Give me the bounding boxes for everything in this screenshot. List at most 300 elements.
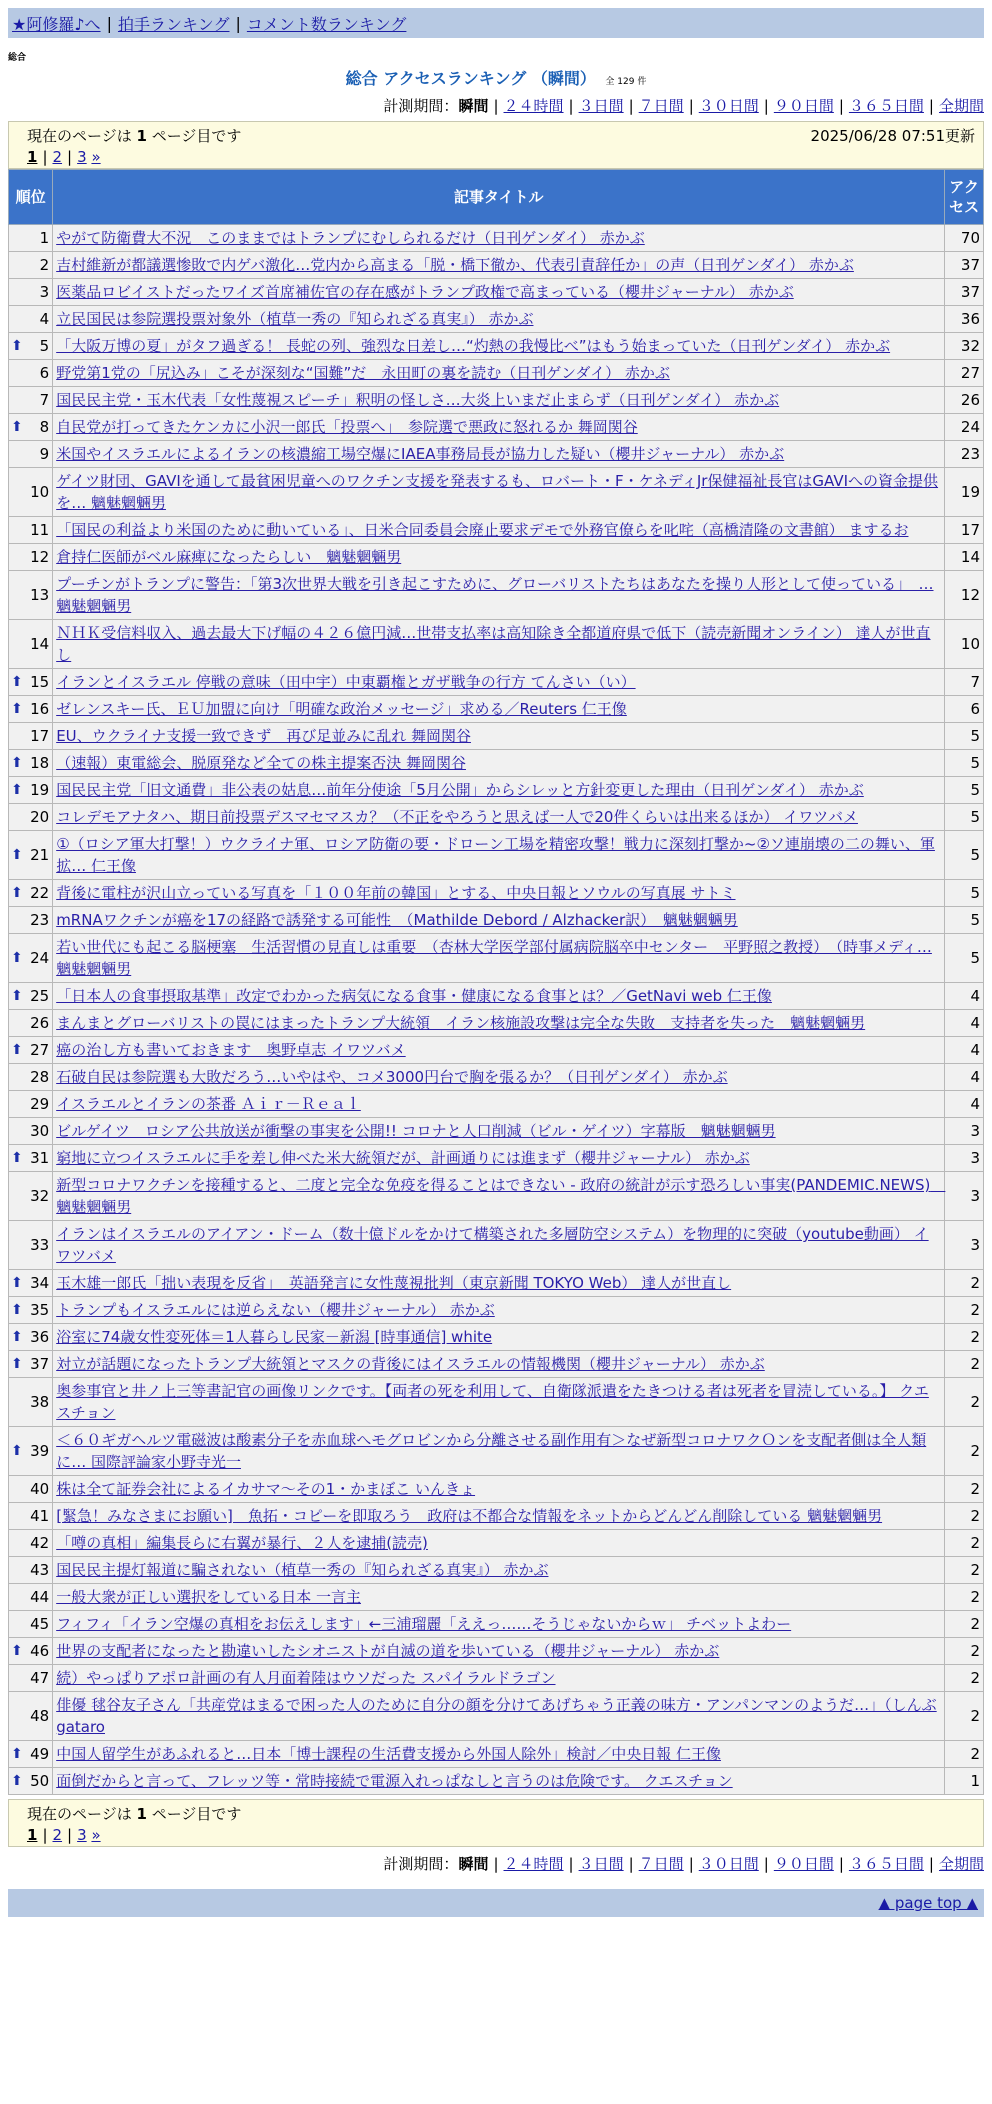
access-count: 37 [945, 252, 984, 279]
rank-number: 38 [30, 1393, 50, 1411]
article-link[interactable]: 米国やイスラエルによるイランの核濃縮工場空爆にIAEA事務局長が協力した疑い（櫻井ジャーナル） 赤かぶ [56, 445, 785, 463]
ranking-row [9, 333, 984, 360]
access-count: 17 [945, 517, 984, 544]
period-option[interactable]: ７日間 [638, 97, 684, 115]
period-option[interactable]: ３６５日間 [848, 97, 924, 115]
title-cell [53, 414, 945, 441]
access-header: アクセス [945, 170, 984, 225]
article-link[interactable]: 自民党が打ってきたケンカに小沢一郎氏「投票へ」 参院選で悪政に怒れるか 舞岡関谷 [56, 418, 638, 436]
rank-up-arrow-icon: ⬆ [11, 847, 23, 863]
rank-number: 20 [30, 808, 50, 826]
rank-cell [9, 696, 53, 723]
article-link[interactable]: （速報）東電総会、脱原発など全ての株主提案否決 舞岡関谷 [56, 754, 466, 772]
title-cell [53, 880, 945, 907]
title-cell [53, 983, 945, 1010]
article-link[interactable]: ＜６０ギガヘルツ電磁波は酸素分子を赤血球へモグロビンから分離させる副作用有＞なぜ新型コロナワクＯンを支配者側は全人類に… 国際評論家小野寺光一 [56, 1431, 927, 1471]
page-separator: | [67, 1826, 73, 1844]
rank-up-arrow-icon: ⬆ [11, 1443, 23, 1459]
ranking-row [9, 1665, 984, 1692]
next-page-link[interactable]: » [91, 148, 101, 166]
rank-cell [9, 1378, 53, 1427]
article-link[interactable]: EU、ウクライナ支援一致できず 再び足並みに乱れ 舞岡関谷 [56, 727, 471, 745]
article-link[interactable]: 続）やっぱりアポロ計画の有人月面着陸はウソだった スパイラルドラゴン [56, 1669, 556, 1687]
ranking-row [9, 1297, 984, 1324]
period-separator: | [493, 97, 499, 115]
rank-cell [9, 880, 53, 907]
access-count: 2 [945, 1741, 984, 1768]
rank-number: 22 [30, 884, 50, 902]
ranking-row [9, 723, 984, 750]
page-separator: | [42, 1826, 48, 1844]
period-option[interactable]: ３０日間 [698, 97, 759, 115]
access-count: 2 [945, 1692, 984, 1741]
article-link[interactable]: まんまとグローバリストの罠にはまったトランプ大統領 イラン核施設攻撃は完全な失敗 支持者を失った 魑魅魍魎男 [56, 1014, 866, 1032]
rank-number: 42 [30, 1534, 50, 1552]
access-count: 70 [945, 225, 984, 252]
rank-cell [9, 1324, 53, 1351]
title-cell [53, 571, 945, 620]
title-cell [53, 1638, 945, 1665]
ranking-row [9, 1611, 984, 1638]
article-link[interactable]: 対立が話題になったトランプ大統領とマスクの背後にはイスラエルの情報機関（櫻井ジャーナル） 赤かぶ [56, 1355, 765, 1373]
rank-number: 48 [30, 1707, 50, 1725]
rank-up-arrow-icon: ⬆ [11, 674, 23, 690]
article-link[interactable]: コレデモアナタハ、期日前投票デスマセマスカ？（不正をやろうと思えば一人で20件くらいは出来るほか） イワツバメ [56, 808, 858, 826]
rank-cell [9, 1530, 53, 1557]
ranking-row [9, 750, 984, 777]
title-cell [53, 804, 945, 831]
article-link[interactable]: 浴室に74歳女性変死体＝1人暮らし民家－新潟 [時事通信] white [56, 1328, 493, 1346]
rank-cell [9, 1584, 53, 1611]
rank-cell [9, 1638, 53, 1665]
title-cell [53, 1172, 945, 1221]
article-link[interactable]: イランはイスラエルのアイアン・ドーム（数十億ドルをかけて構築された多層防空システム）を物理的に突破（youtube動画） イワツバメ [56, 1225, 929, 1265]
period-option: 瞬間 [458, 97, 489, 115]
article-link[interactable]: 「噂の真相」編集長らに右翼が暴行、２人を逮捕(読売) [56, 1534, 428, 1552]
article-link[interactable]: イランとイスラエル 停戦の意味（田中宇）中東覇権とガザ戦争の行方 てんさい（い） [56, 673, 636, 691]
ranking-row [9, 1638, 984, 1665]
article-link[interactable]: 「大阪万博の夏」がタフ過ぎる！ 長蛇の列、強烈な日差し…“灼熱の我慢比べ”はもう始まっていた（日刊ゲンダイ） 赤かぶ [56, 337, 891, 355]
ranking-row [9, 1378, 984, 1427]
ranking-row [9, 1145, 984, 1172]
rank-cell [9, 571, 53, 620]
period-option[interactable]: ３６５日間 [848, 1855, 924, 1873]
title-cell [53, 723, 945, 750]
access-count: 5 [945, 750, 984, 777]
rank-number: 26 [30, 1014, 50, 1032]
ranking-row [9, 1584, 984, 1611]
rank-cell [9, 1221, 53, 1270]
rank-cell [9, 831, 53, 880]
rank-number: 23 [30, 911, 50, 929]
rank-cell [9, 804, 53, 831]
rank-cell [9, 1297, 53, 1324]
ranking-table [8, 169, 984, 1795]
ranking-row [9, 1351, 984, 1378]
total-count: 全 129 件 [605, 77, 647, 87]
ranking-row [9, 1221, 984, 1270]
rank-up-arrow-icon: ⬆ [11, 1773, 23, 1789]
title-cell [53, 544, 945, 571]
rank-cell [9, 387, 53, 414]
rank-cell [9, 983, 53, 1010]
title-cell [53, 696, 945, 723]
rank-number: 4 [39, 310, 50, 328]
access-count: 2 [945, 1611, 984, 1638]
ranking-row [9, 1692, 984, 1741]
period-separator: | [568, 97, 574, 115]
title-cell [53, 1692, 945, 1741]
title-cell [53, 1741, 945, 1768]
rank-number: 5 [39, 337, 50, 355]
rank-up-arrow-icon: ⬆ [11, 950, 23, 966]
rank-cell [9, 934, 53, 983]
access-count: 2 [945, 1584, 984, 1611]
title-cell [53, 1530, 945, 1557]
article-link[interactable]: 玉木雄一郎氏「拙い表現を反省」 英語発言に女性蔑視批判（東京新聞 TOKYO Web） 達人が世直し [56, 1274, 732, 1292]
article-link[interactable]: 野党第1党の「尻込み」こそが深刻な“国難”だ 永田町の裏を読む（日刊ゲンダイ） 赤かぶ [56, 364, 670, 382]
article-link[interactable]: 窮地に立つイスラエルに手を差し伸べた米大統領だが、計画通りには進まず（櫻井ジャーナル） 赤かぶ [56, 1149, 750, 1167]
title-cell [53, 279, 945, 306]
rank-up-arrow-icon: ⬆ [11, 1329, 23, 1345]
access-count: 5 [945, 777, 984, 804]
rank-up-arrow-icon: ⬆ [11, 1150, 23, 1166]
rank-number: 50 [30, 1772, 50, 1790]
rank-cell [9, 1692, 53, 1741]
ranking-row [9, 983, 984, 1010]
rank-number: 46 [30, 1642, 50, 1660]
article-link[interactable]: [緊急！みなさまにお願い] 魚拓・コピーを即取ろう 政府は不都合な情報をネットからどんどん削除している 魑魅魍魎男 [56, 1507, 883, 1525]
period-separator: | [493, 1855, 499, 1873]
access-count: 4 [945, 1010, 984, 1037]
ranking-row [9, 620, 984, 669]
article-link[interactable]: 若い世代にも起こる脳梗塞 生活習慣の見直しは重要 （杏林大学医学部付属病院脳卒中センター 平野照之教授） （時事メディ… 魑魅魍魎男 [56, 938, 932, 978]
article-link[interactable]: 新型コロナワクチンを接種すると、二度と完全な免疫を得ることはできない - 政府の統計が示す恐ろしい事実(PANDEMIC.NEWS) 魑魅魍魎男 [56, 1176, 946, 1216]
access-count: 2 [945, 1427, 984, 1476]
ranking-row [9, 1324, 984, 1351]
period-option: 瞬間 [458, 1855, 489, 1873]
category-label: 総合 [8, 53, 27, 63]
rank-cell [9, 225, 53, 252]
article-link[interactable]: 奥参事官と井ノ上三等書記官の画像リンクです。【両者の死を利用して、自衛隊派遣をたきつける者は死者を冒涜している。】 クエスチョン [56, 1382, 929, 1422]
rank-up-arrow-icon: ⬆ [11, 1275, 23, 1291]
rank-up-arrow-icon: ⬆ [11, 885, 23, 901]
rank-number: 17 [30, 727, 50, 745]
title-cell [53, 907, 945, 934]
nav-separator: | [235, 13, 241, 33]
article-link[interactable]: やがて防衛費大不況 このままではトランプにむしられるだけ（日刊ゲンダイ） 赤かぶ [56, 229, 645, 247]
title-cell [53, 1297, 945, 1324]
page-number-link: 1 [27, 148, 38, 166]
access-count: 3 [945, 1118, 984, 1145]
article-link[interactable]: 癌の治し方も書いておきます 奥野卓志 イワツバメ [56, 1041, 406, 1059]
access-count: 2 [945, 1503, 984, 1530]
rank-number: 8 [39, 418, 50, 436]
ranking-title: 総合 アクセスランキング （瞬間） [345, 69, 596, 88]
rank-cell [9, 1037, 53, 1064]
rank-cell [9, 1476, 53, 1503]
rank-number: 15 [30, 673, 50, 691]
access-count: 3 [945, 1145, 984, 1172]
rank-up-arrow-icon: ⬆ [11, 782, 23, 798]
title-cell [53, 1768, 945, 1795]
rank-cell [9, 360, 53, 387]
period-separator: | [688, 1855, 694, 1873]
access-count: 5 [945, 831, 984, 880]
rank-cell [9, 1172, 53, 1221]
ranking-row [9, 441, 984, 468]
rank-cell [9, 1064, 53, 1091]
article-link[interactable]: 医薬品ロビイストだったワイズ首席補佐官の存在感がトランプ政権で高まっている（櫻井ジャーナル） 赤かぶ [56, 283, 794, 301]
article-link[interactable]: プーチンがトランプに警告：「第3次世界大戦を引き起こすために、グローバリストたちはあなたを操り人形として使っている」 … 魑魅魍魎男 [56, 575, 934, 615]
rank-number: 7 [39, 391, 50, 409]
access-count: 14 [945, 544, 984, 571]
article-link[interactable]: 立民国民は参院選投票対象外（植草一秀の『知られざる真実』） 赤かぶ [56, 310, 534, 328]
ranking-row [9, 306, 984, 333]
rank-number: 29 [30, 1095, 50, 1113]
rank-cell [9, 1768, 53, 1795]
rank-number: 30 [30, 1122, 50, 1140]
article-link[interactable]: 背後に電柱が沢山立っている写真を「１００年前の韓国」とする、中央日報とソウルの写真展 サトミ [56, 884, 736, 902]
rank-cell [9, 750, 53, 777]
ranking-row [9, 468, 984, 517]
rank-number: 27 [30, 1041, 50, 1059]
access-count: 5 [945, 934, 984, 983]
article-link[interactable]: ゲイツ財団、GAVIを通して最貧困児童へのワクチン支援を発表するも、ロバート・F・ケネディJr保健福祉長官はGAVIへの資金提供を… 魑魅魍魎男 [56, 472, 939, 512]
title-cell [53, 1010, 945, 1037]
access-count: 4 [945, 1064, 984, 1091]
rank-cell [9, 723, 53, 750]
ranking-row [9, 696, 984, 723]
current-page-text: 現在のページは 1 ページ目です [27, 126, 242, 145]
title-cell [53, 1037, 945, 1064]
period-option[interactable]: ３日間 [578, 97, 624, 115]
rank-cell [9, 544, 53, 571]
article-link[interactable]: フィフィ「イラン空爆の真相をお伝えします」←三浦瑠麗「ええっ……そうじゃないからｗ」 チベットよわー [56, 1615, 792, 1633]
ranking-row [9, 1091, 984, 1118]
updated-timestamp: 2025/06/28 07:51更新 [810, 126, 975, 145]
title-cell [53, 1064, 945, 1091]
title-cell [53, 1557, 945, 1584]
ranking-row [9, 777, 984, 804]
page-number-link: 1 [27, 1826, 38, 1844]
home-link[interactable]: ★阿修羅♪へ [12, 14, 101, 34]
title-cell [53, 333, 945, 360]
ranking-row [9, 387, 984, 414]
rank-number: 14 [30, 635, 50, 653]
title-cell [53, 1091, 945, 1118]
title-cell [53, 1270, 945, 1297]
ranking-row [9, 1172, 984, 1221]
period-option[interactable]: ２４時間 [503, 1855, 564, 1873]
title-cell [53, 620, 945, 669]
period-option[interactable]: 全期間 [938, 97, 984, 115]
article-link[interactable]: 一般大衆が正しい選択をしている日本 一言主 [56, 1588, 361, 1606]
page-top-link[interactable]: ▲ page top ▲ [878, 1894, 978, 1912]
rank-number: 6 [39, 364, 50, 382]
rank-up-arrow-icon: ⬆ [11, 419, 23, 435]
article-link[interactable]: 株は全て証券会社によるイカサマ〜その1・かまぼこ いんきょ [56, 1480, 476, 1498]
page-number-link[interactable]: 2 [52, 148, 63, 166]
page-number-link[interactable]: 3 [77, 1826, 87, 1844]
current-page-text: 現在のページは 1 ページ目です [27, 1804, 242, 1823]
title-cell [53, 252, 945, 279]
ranking-row [9, 360, 984, 387]
title-cell [53, 1324, 945, 1351]
rank-cell [9, 1665, 53, 1692]
ranking-row [9, 1118, 984, 1145]
rank-number: 47 [30, 1669, 50, 1687]
period-separator: | [628, 97, 634, 115]
rank-number: 40 [30, 1480, 50, 1498]
page-number-link[interactable]: 2 [52, 1826, 63, 1844]
period-label: 計測期間： [383, 97, 459, 115]
rank-cell [9, 1145, 53, 1172]
ranking-row [9, 571, 984, 620]
rank-number: 18 [30, 754, 50, 772]
rank-number: 16 [30, 700, 50, 718]
title-cell [53, 669, 945, 696]
page-title [0, 66, 992, 89]
next-page-link[interactable]: » [91, 1826, 101, 1844]
rank-cell [9, 279, 53, 306]
rank-number: 12 [30, 548, 50, 566]
rank-cell [9, 441, 53, 468]
rank-cell [9, 620, 53, 669]
article-link[interactable]: ①（ロシア軍大打撃！）ウクライナ軍、ロシア防衛の要・ドローン工場を精密攻撃！戦力に深刻打撃か~②ソ連崩壊の二の舞い、軍拡… 仁王像 [56, 835, 935, 875]
period-option[interactable]: ９０日間 [773, 97, 834, 115]
article-link[interactable]: 「日本人の食事摂取基準」改定でわかった病気になる食事・健康になる食事とは？／GetNavi web 仁王像 [56, 987, 772, 1005]
ranking-row [9, 880, 984, 907]
access-count: 7 [945, 669, 984, 696]
article-link[interactable]: 中国人留学生があふれると…日本「博士課程の生活費支援から外国人除外」検討／中央日報 仁王像 [56, 1745, 721, 1763]
title-cell [53, 306, 945, 333]
period-label: 計測期間： [383, 1855, 459, 1873]
rank-number: 34 [30, 1274, 50, 1292]
title-cell [53, 1476, 945, 1503]
ranking-row [9, 934, 984, 983]
page-separator: | [67, 148, 73, 166]
rank-number: 28 [30, 1068, 50, 1086]
article-link[interactable]: 国民民主提灯報道に騙されない（植草一秀の『知られざる真実』） 赤かぶ [56, 1561, 549, 1579]
ranking-row [9, 1530, 984, 1557]
rank-up-arrow-icon: ⬆ [11, 1746, 23, 1762]
article-link[interactable]: ビルゲイツ ロシア公共放送が衝撃の事実を公開!! コロナと人口削減（ビル・ゲイツ）字幕版 魑魅魍魎男 [56, 1122, 776, 1140]
access-count: 2 [945, 1530, 984, 1557]
article-link[interactable]: トランプもイスラエルには逆らえない（櫻井ジャーナル） 赤かぶ [56, 1301, 495, 1319]
article-link[interactable]: ゼレンスキー氏、ＥＵ加盟に向け「明確な政治メッセージ」求める／Reuters 仁王像 [56, 700, 627, 718]
ranking-row [9, 1064, 984, 1091]
access-count: 26 [945, 387, 984, 414]
page-number-link[interactable]: 3 [77, 148, 87, 166]
access-count: 1 [945, 1768, 984, 1795]
rank-cell [9, 1351, 53, 1378]
title-cell [53, 468, 945, 517]
rank-number: 49 [30, 1745, 50, 1763]
ranking-row [9, 1037, 984, 1064]
access-count: 5 [945, 907, 984, 934]
ranking-row [9, 1010, 984, 1037]
article-link[interactable]: 俳優 毬谷友子さん「共産党はまるで困った人のために自分の顔を分けてあげちゃう正義の味方・アンパンマンのようだ…」（しんぶ gataro [56, 1696, 937, 1736]
title-cell [53, 777, 945, 804]
rank-header: 順位 [9, 170, 53, 225]
period-option[interactable]: ７日間 [638, 1855, 684, 1873]
page-info-bar-bottom [8, 1799, 984, 1847]
title-cell [53, 1351, 945, 1378]
period-selector [0, 95, 984, 117]
period-separator: | [568, 1855, 574, 1873]
period-option[interactable]: ３日間 [578, 1855, 624, 1873]
access-count: 4 [945, 1037, 984, 1064]
article-link[interactable]: 石破自民は参院選も大敗だろう…いやはや、コメ3000円台で胸を張るか？（日刊ゲンダイ） 赤かぶ [56, 1068, 728, 1086]
article-link[interactable]: ＮＨＫ受信料収入、過去最大下げ幅の４２６億円減…世帯支払率は高知除き全都道府県で低下（読売新聞オンライン） 達人が世直し [56, 624, 931, 664]
article-link[interactable]: 「国民の利益より米国のために動いている」、日米合同委員会廃止要求デモで外務官僚らを叱咤（高橋清隆の文書館） まするお [56, 521, 909, 539]
comment-ranking-link[interactable]: コメント数ランキング [246, 14, 407, 34]
rank-number: 13 [30, 586, 50, 604]
rank-cell [9, 252, 53, 279]
article-link[interactable]: 面倒だからと言って、フレッツ等・常時接続で電源入れっぱなしと言うのは危険です。 クエスチョン [56, 1772, 733, 1790]
title-cell [53, 387, 945, 414]
rank-cell [9, 306, 53, 333]
rank-cell [9, 907, 53, 934]
article-link[interactable]: mRNAワクチンが癌を17の経路で誘発する可能性 （Mathilde Debord / Alzhacker訳） 魑魅魍魎男 [56, 911, 738, 929]
rank-number: 1 [39, 229, 50, 247]
rank-up-arrow-icon: ⬆ [11, 755, 23, 771]
pagination [27, 146, 975, 168]
period-option[interactable]: ２４時間 [503, 97, 564, 115]
rank-cell [9, 468, 53, 517]
pagination-bottom [27, 1824, 975, 1846]
article-link[interactable]: 吉村維新が都議選惨敗で内ゲバ激化…党内から高まる「脱・橋下徹か、代表引責辞任か」の声（日刊ゲンダイ） 赤かぶ [56, 256, 854, 274]
rank-number: 10 [30, 483, 50, 501]
title-cell [53, 441, 945, 468]
rank-cell [9, 1270, 53, 1297]
article-link[interactable]: 国民民主党「旧文通費」非公表の姑息…前年分使途「5月公開」からシレッと方針変更した理由（日刊ゲンダイ） 赤かぶ [56, 781, 864, 799]
access-count: 4 [945, 983, 984, 1010]
ranking-row [9, 252, 984, 279]
access-count: 23 [945, 441, 984, 468]
rank-cell [9, 414, 53, 441]
article-link[interactable]: 国民民主党・玉木代表「女性蔑視スピーチ」釈明の怪しさ…大炎上いまだ止まらず（日刊ゲンダイ） 赤かぶ [56, 391, 780, 409]
rank-number: 3 [39, 283, 50, 301]
clap-ranking-link[interactable]: 拍手ランキング [117, 14, 230, 34]
page-info-bar [8, 121, 984, 169]
title-cell [53, 934, 945, 983]
period-separator: | [838, 1855, 844, 1873]
access-count: 5 [945, 723, 984, 750]
rank-up-arrow-icon: ⬆ [11, 1643, 23, 1659]
period-option[interactable]: ９０日間 [773, 1855, 834, 1873]
access-count: 19 [945, 468, 984, 517]
period-option[interactable]: 全期間 [938, 1855, 984, 1873]
title-cell [53, 831, 945, 880]
rank-cell [9, 333, 53, 360]
rank-number: 39 [30, 1442, 50, 1460]
article-link[interactable]: 世界の支配者になったと勘違いしたシオニストが自滅の道を歩いている（櫻井ジャーナル） 赤かぶ [56, 1642, 720, 1660]
rank-number: 19 [30, 781, 50, 799]
article-link[interactable]: 倉持仁医師がベル麻痺になったらしい 魑魅魍魎男 [56, 548, 402, 566]
access-count: 3 [945, 1221, 984, 1270]
period-option[interactable]: ３０日間 [698, 1855, 759, 1873]
access-count: 32 [945, 333, 984, 360]
title-cell [53, 517, 945, 544]
rank-up-arrow-icon: ⬆ [11, 338, 23, 354]
access-count: 10 [945, 620, 984, 669]
ranking-row [9, 225, 984, 252]
access-count: 2 [945, 1351, 984, 1378]
period-separator: | [763, 97, 769, 115]
article-link[interactable]: イスラエルとイランの茶番 Ａｉｒ－Ｒｅａｌ [56, 1095, 361, 1113]
